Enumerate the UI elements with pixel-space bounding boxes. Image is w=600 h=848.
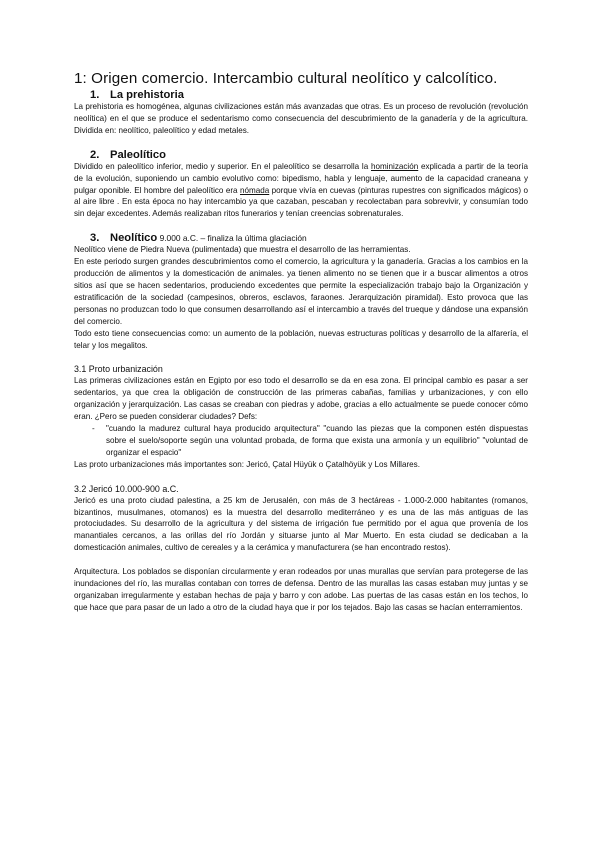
- section-number: 2.: [90, 148, 100, 161]
- subsection-heading-proto-urbanizacion: 3.1 Proto urbanización: [74, 364, 163, 375]
- section-heading-prehistoria: [74, 89, 528, 101]
- section-number: 1.: [90, 89, 100, 101]
- section-title: Paleolítico: [110, 148, 166, 161]
- paragraph-paleolitico: [74, 161, 528, 221]
- paragraph-proto-urbanizaciones-importantes: Las proto urbanizaciones más importantes son: Jericó, Çatal Hüyük o Çatalhöyük y Los Millares.: [74, 459, 420, 469]
- subsection-heading-jerico: 3.2 Jericó 10.000-900 a.C.: [74, 483, 179, 494]
- paragraph-jerico: Jericó es una proto ciudad palestina, a 25 km de Jerusalén, con más de 3 hectáreas - 1.000-2.000 habitantes (romanos, bizantinos, musulmanes, otomanos) es la muestra del desarrollo mediterráneo y es una de las más antiguas de las protociudades. Su desarrollo de la agricultura y del sistema de irrigación fue permitido por el agua que provenía de los manantiales cercanos, a las orillas del río Jordán y situarse junto al Mar Muerto. En esta ciudad se dedicaban a la domesticación animales, cultivo de cereales y a la cerámica y manufacturera (se han encontrado restos).: [74, 495, 528, 553]
- text-run: porque vivía en cuevas (pinturas rupestres con significados mágicos) o al aire libre . En esta época no hay intercambio ya que cazaban, pescaban y recolectaban para sobrevivir, y consumían todo sin dejar excedentes. Además realizaban ritos funerarios y tenían creencias sobrenaturales.: [74, 185, 528, 219]
- underlined-term: nómada: [239, 185, 270, 195]
- paragraph-arquitectura: Arquitectura. Los poblados se disponían circularmente y eran rodeados por unas murallas que servían para protegerse de las inundaciones del río, las murallas contaban con torres de defensa. Dentro de las murallas las casas estaban muy juntas y se organizaban irregularmente y estaban hechas de paja y barro y con adobe. Las puertas de las casas están en los techos, lo que hace que para pasar de un lado a otro de la ciudad haya que ir por los tejados. Bajo las casas se hacían enterramientos.: [74, 567, 528, 612]
- section-title: Neolítico: [110, 232, 158, 245]
- section-number: 3.: [90, 232, 100, 245]
- section-subtitle: 9.000 a.C. – finaliza la última glaciación: [157, 233, 307, 244]
- paragraph-proto-urbanizacion: Las primeras civilizaciones están en Egipto por eso todo el desarrollo se da en esa zona. El principal cambio es pasar a ser sedentarios, ya que crea la obligación de construcción de las primeras cabañas, familias y urbanizaciones, y con ello organización y jerarquización. Las casas se creaban con piedras y adobe, gracias a ello actualmente se puede conocer cómo eran. ¿Pero se pueden considerar ciudades? Defs:: [74, 376, 528, 422]
- document-page: [74, 70, 528, 614]
- section-heading-paleolitico: [74, 149, 528, 161]
- underlined-term: hominización: [370, 161, 419, 171]
- text-run: Dividido en paleolítico inferior, medio y superior. En el paleolítico se desarrolla la: [74, 161, 371, 171]
- list-item: - "cuando la madurez cultural haya producido arquitectura" "cuando las piezas que la componen estén dispuestas sobre el suelo/soporte según una voluntad probada, de forma que exista una armonía y un equilibrio" "voluntad de organizar el espacio": [92, 423, 528, 459]
- section-heading-neolitico: [74, 232, 528, 244]
- section-title: La prehistoria: [110, 89, 184, 101]
- paragraph-prehistoria: La prehistoria es homogénea, algunas civilizaciones están más avanzadas que otras. Es un proceso de revolución (revolución neolítica) en el que se produce el sedentarismo como consecuencia del descubrimiento de la ganadería y de la agricultura. Dividida en: neolítico, paleolítico y edad metales.: [74, 102, 528, 135]
- text-run: explicada a partir de la teoría de la evolución, suponiendo un cambio evolutivo como: bipedismo, habla y lenguaje, aumento de la capacidad craneana y pulgar oponible. El hombre del paleolítico era: [74, 161, 528, 195]
- page-title: 1: Origen comercio. Intercambio cultural neolítico y calcolítico.: [74, 70, 498, 87]
- definitions-list: [74, 423, 528, 459]
- paragraph-neolitico-3: Todo esto tiene consecuencias como: un aumento de la población, nuevas estructuras políticas y desarrollo de la alfarería, el telar y los megalitos.: [74, 328, 528, 350]
- paragraph-neolitico-1: Neolítico viene de Piedra Nueva (pulimentada) que muestra el desarrollo de las herramientas.: [74, 245, 411, 255]
- paragraph-neolitico-2: En este periodo surgen grandes descubrimientos como el comercio, la agricultura y la ganadería. Gracias a los cambios en la producción de alimentos y la domesticación de animales. ya tienen alimento no se tienen que ir a buscar alimentos a otros sitios así que se hacen sedentarios, produciendo excedentes que permite la especialización trabajo bajo la Organización y estratificación de la sociedad (campesinos, obreros, esclavos, faraones. Jerarquización piramidal). Esto provoca que las personas no produzcan todo lo que consumen desarrollando así el intercambio a través del trueque y dándose una expansión del comercio.: [74, 257, 528, 326]
